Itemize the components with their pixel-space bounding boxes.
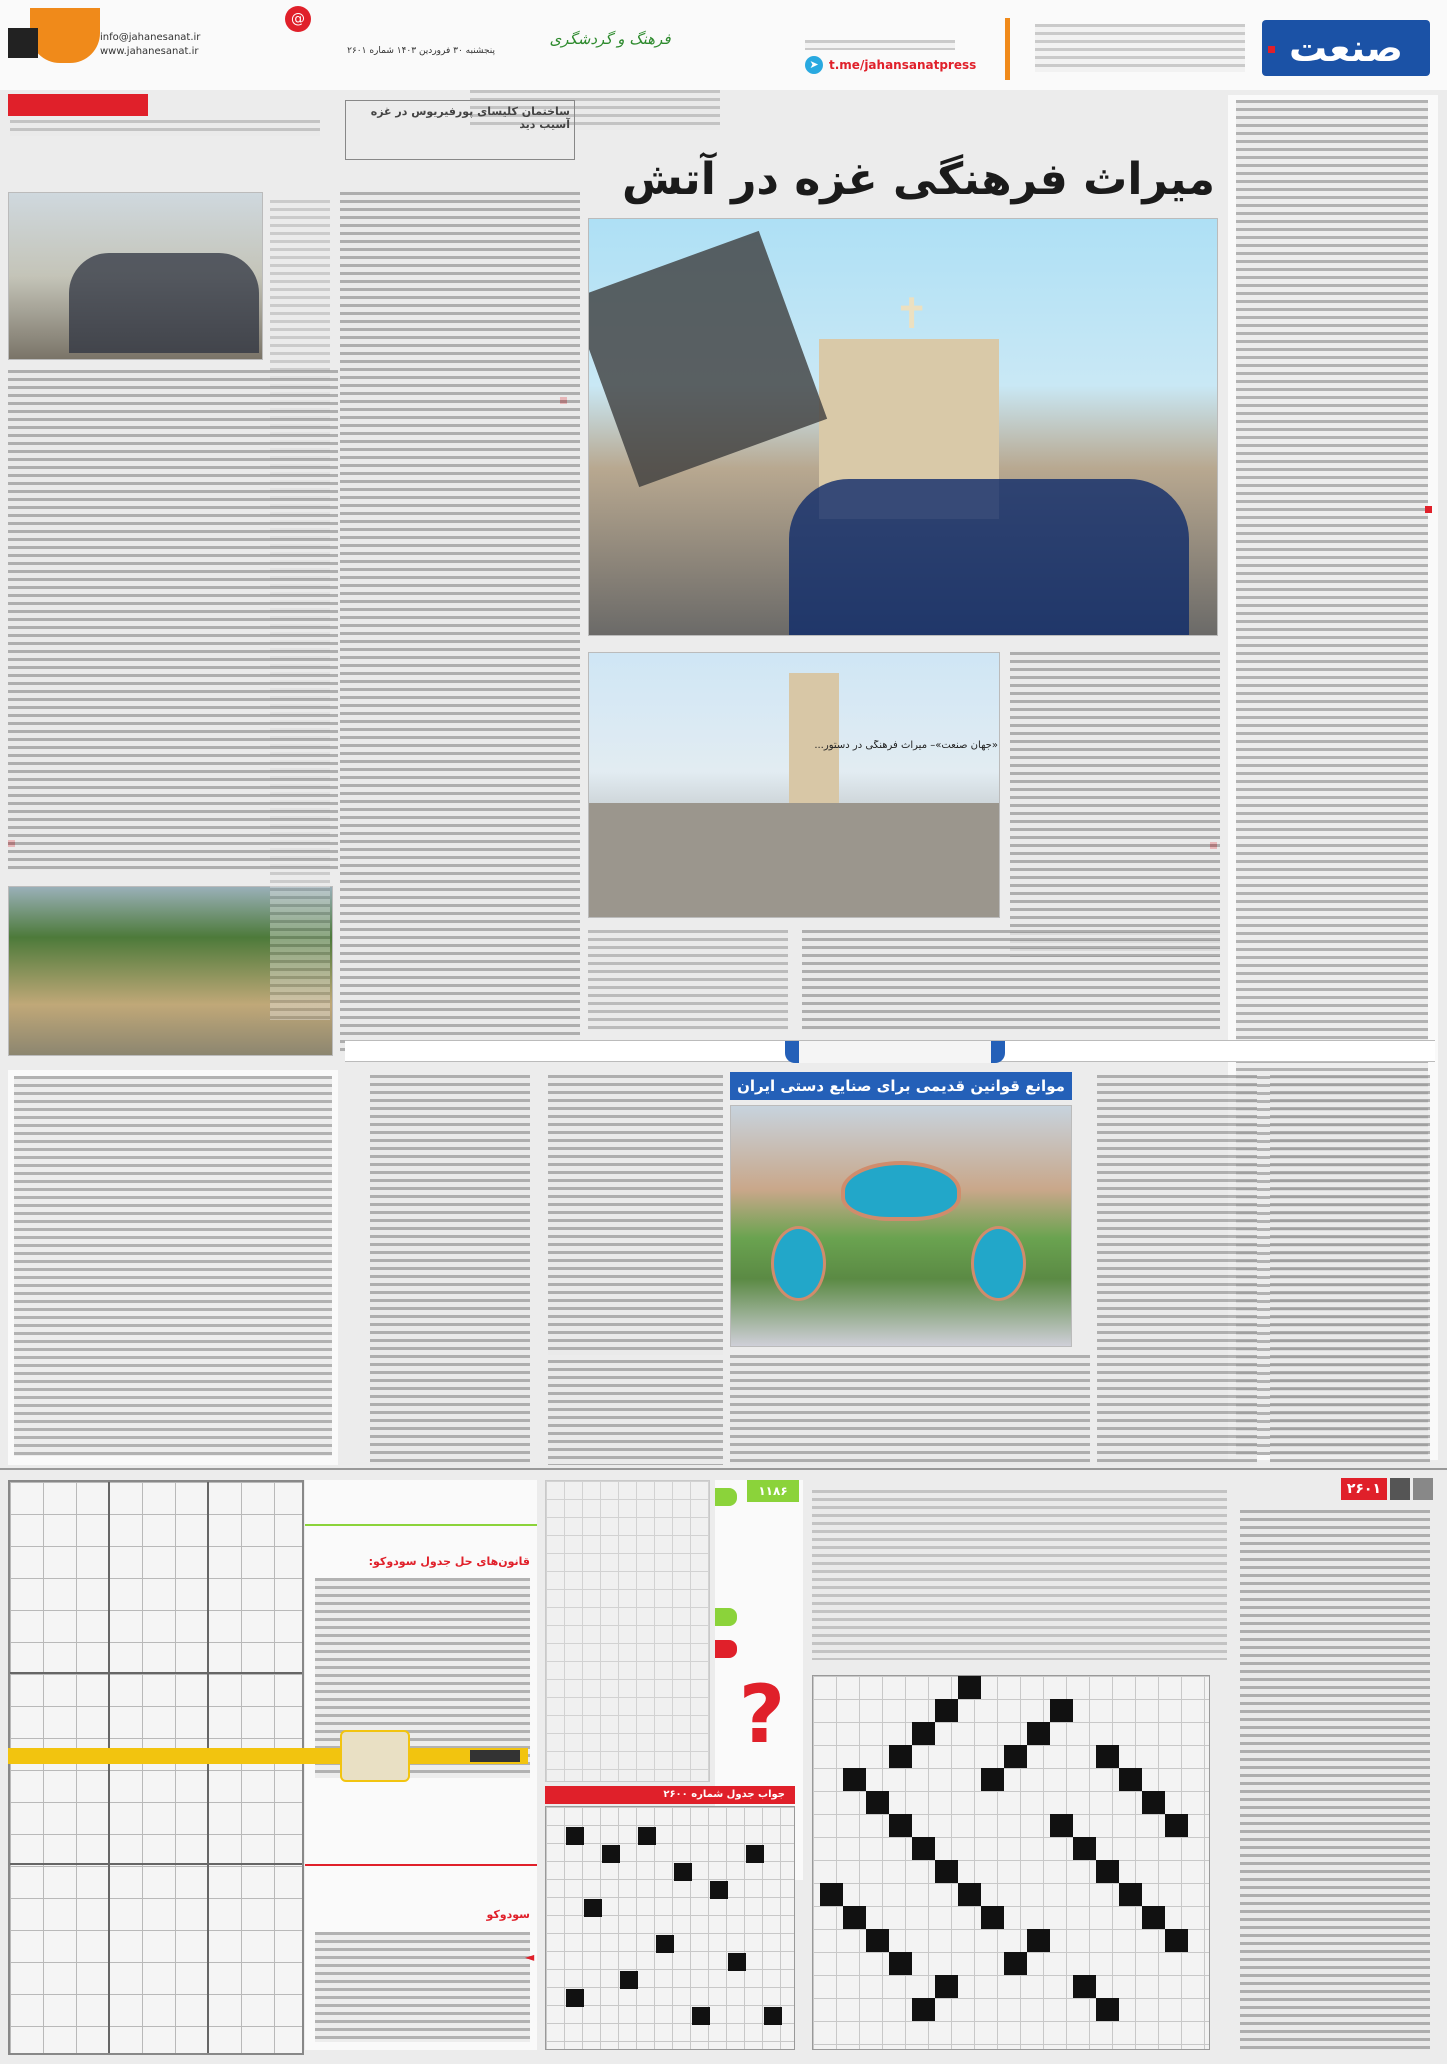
question-mark-icon: ? bbox=[738, 1668, 786, 1761]
feature-photo-handicrafts bbox=[730, 1105, 1072, 1347]
telegram-handle: t.me/jahansanatpress bbox=[829, 58, 977, 72]
crossword-grid[interactable] bbox=[812, 1675, 1210, 2050]
date-line: پنجشنبه ۳۰ فروردین ۱۴۰۳ شماره ۲۶۰۱ bbox=[347, 46, 495, 56]
telegram-link[interactable] bbox=[805, 55, 1000, 75]
sudoku-clip-icon bbox=[340, 1730, 410, 1782]
small-grid bbox=[545, 1480, 710, 1782]
enamel-vase-right bbox=[971, 1226, 1026, 1301]
photo-officials-site bbox=[8, 192, 263, 360]
left-ad-bar bbox=[8, 94, 148, 116]
telegram-icon: ➤ bbox=[805, 56, 823, 74]
text-column bbox=[370, 1075, 530, 1465]
text-column bbox=[1010, 652, 1220, 957]
logo-dot bbox=[1268, 46, 1275, 53]
pull-quote: ساختمان کلیسای پورفیریوس در غزه آسیب دید bbox=[370, 105, 570, 131]
clues-column bbox=[812, 1490, 1227, 1660]
answer-grid bbox=[545, 1806, 795, 2050]
masthead-blurred-info bbox=[1035, 24, 1245, 72]
satellite-dish bbox=[588, 231, 827, 487]
text-column bbox=[548, 1075, 723, 1355]
text-column bbox=[548, 1360, 723, 1465]
feature-banner: موانع قوانین قدیمی برای صنایع دستی ایران bbox=[730, 1072, 1072, 1100]
officials-group bbox=[69, 253, 259, 353]
text-column bbox=[1097, 1075, 1257, 1465]
section-divider bbox=[0, 1468, 1447, 1470]
feature-tabs bbox=[345, 1040, 1435, 1062]
photo-ruined-tower bbox=[588, 652, 1000, 918]
logo: صنعت bbox=[1289, 26, 1403, 70]
text-column bbox=[8, 370, 338, 870]
email[interactable]: info@jahanesanat.ir bbox=[100, 32, 201, 43]
sudoku-rules-title: قانون‌های حل جدول سودوکو: bbox=[368, 1555, 530, 1568]
website[interactable]: www.jahanesanat.ir bbox=[100, 46, 199, 57]
text-column bbox=[340, 192, 580, 1052]
qr-code-icon bbox=[8, 28, 38, 58]
onlookers bbox=[789, 479, 1189, 636]
lower-left-column bbox=[8, 1070, 338, 1465]
text-column bbox=[802, 930, 1220, 1030]
cross-icon: ✝ bbox=[894, 289, 930, 338]
sudoku-grid[interactable] bbox=[8, 1480, 304, 2055]
puzzle-issue-header bbox=[1238, 1478, 1433, 1500]
main-photo-church bbox=[588, 218, 1218, 636]
promo-boat-icon bbox=[30, 8, 100, 63]
text-column bbox=[730, 1355, 1090, 1465]
feature-tab-header bbox=[785, 1041, 1005, 1063]
email-icon: @ bbox=[285, 6, 311, 32]
left-ad-caption bbox=[10, 120, 320, 136]
sudoku-tab bbox=[305, 1848, 537, 1866]
rules-tab bbox=[305, 1508, 537, 1526]
rubble bbox=[589, 803, 1000, 918]
page-badge: ۱۱۸۶ bbox=[747, 1480, 799, 1502]
main-headline: میراث فرهنگی غزه در آتش bbox=[621, 154, 1215, 205]
byline: «جهان صنعت»– میراث فرهنگی در دستور... bbox=[814, 740, 998, 751]
masthead-divider bbox=[1005, 18, 1010, 80]
logo-block bbox=[1262, 20, 1430, 76]
sudoku-label-blur bbox=[470, 1750, 520, 1762]
sudoku-yellow-band bbox=[8, 1748, 528, 1764]
telegram-caption bbox=[805, 40, 955, 50]
text-column bbox=[1270, 1075, 1430, 1465]
issue-number: ۲۶۰۱ bbox=[1341, 1478, 1387, 1500]
bullet-marker bbox=[1425, 506, 1432, 513]
enamel-vase-left bbox=[771, 1226, 826, 1301]
enamel-bowl bbox=[841, 1161, 961, 1221]
text-column bbox=[588, 930, 788, 1030]
pull-quote-box bbox=[345, 100, 575, 160]
arrow-icon: ◄ bbox=[525, 1950, 535, 1964]
sudoku-title: سودوکو bbox=[486, 1908, 530, 1921]
clues-column bbox=[1240, 1510, 1430, 2050]
answer-title: جواب جدول شماره ۲۶۰۰ bbox=[545, 1786, 795, 1804]
section-title: فرهنگ و گردشگری bbox=[549, 30, 671, 48]
